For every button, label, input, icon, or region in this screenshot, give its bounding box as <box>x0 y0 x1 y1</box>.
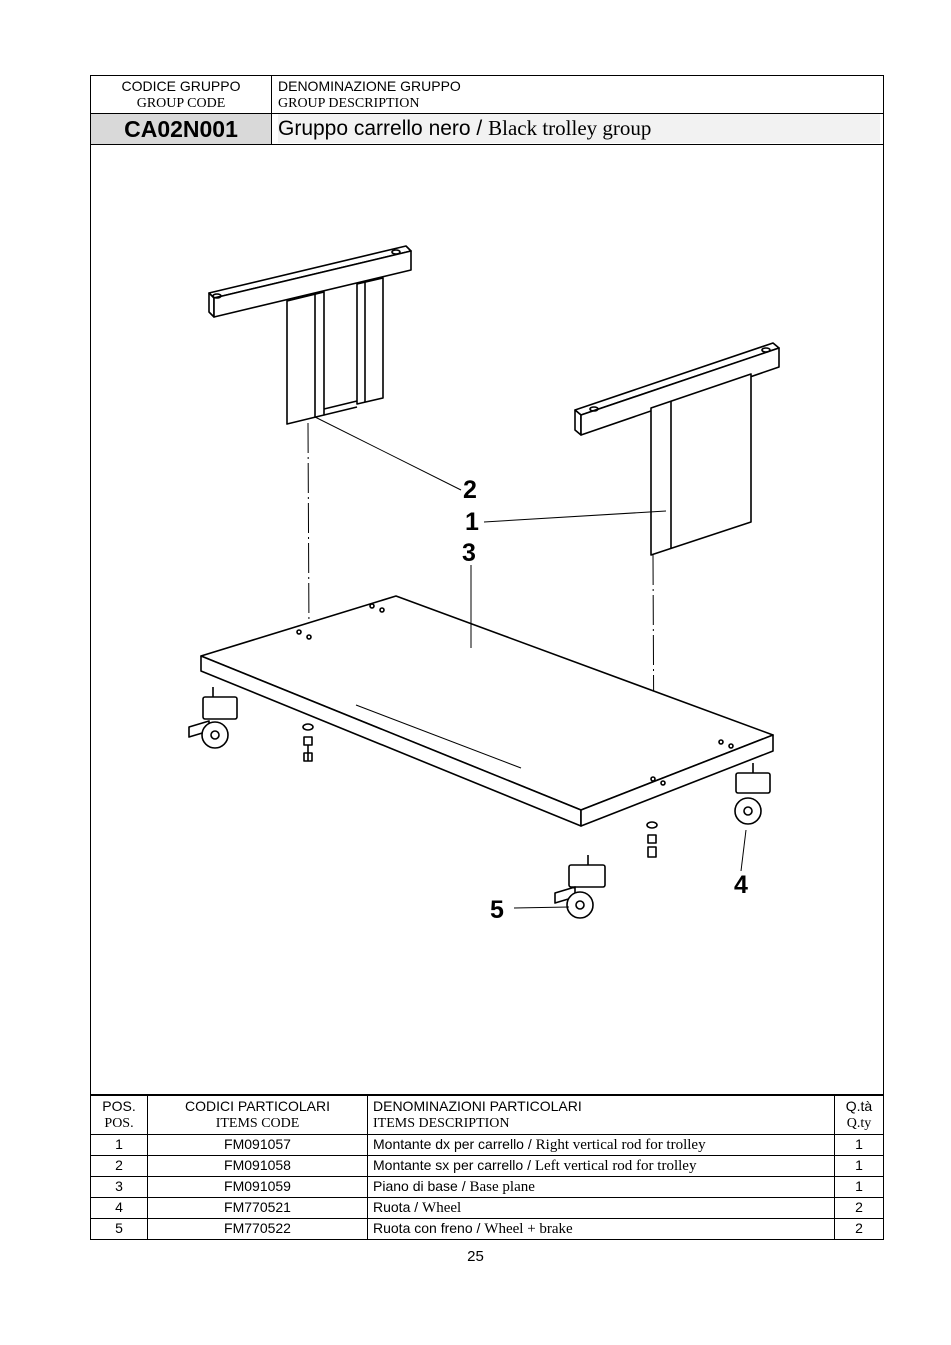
row-qty: 1 <box>835 1135 884 1156</box>
row-desc <box>368 1177 835 1198</box>
row-qty: 2 <box>835 1198 884 1219</box>
row-desc-en: Left vertical rod for trolley <box>534 1158 697 1174</box>
header-desc-en: ITEMS DESCRIPTION <box>373 1116 510 1131</box>
left-upright-part <box>209 246 411 424</box>
group-desc-label-cell <box>272 76 884 114</box>
header-qty-en: Q.ty <box>846 1116 872 1131</box>
group-desc-en: Black trolley group <box>488 116 652 140</box>
row-desc-en: Wheel <box>422 1200 462 1216</box>
callout-3: 3 <box>462 539 476 567</box>
header-qty <box>835 1096 884 1135</box>
row-desc <box>368 1198 835 1219</box>
callout-1: 1 <box>465 508 479 536</box>
exploded-drawing-cell <box>91 145 884 1095</box>
group-desc-it: Gruppo carrello nero / <box>278 117 489 140</box>
group-code-label-en: GROUP CODE <box>136 96 226 111</box>
row-desc-en: Base plane <box>469 1179 535 1195</box>
header-code <box>148 1096 368 1135</box>
row-desc-en: Wheel + brake <box>484 1221 573 1237</box>
left-brake-wheel <box>189 687 237 748</box>
row-desc-it: Montante sx per carrello / <box>373 1157 535 1173</box>
parts-sheet <box>90 75 884 1240</box>
row-desc <box>368 1156 835 1177</box>
header-pos <box>91 1096 148 1135</box>
table-row <box>91 1177 884 1198</box>
group-code-label-cell <box>91 76 272 114</box>
row-desc <box>368 1219 835 1240</box>
table-row <box>91 1135 884 1156</box>
group-code-label-it: CODICE GRUPPO <box>121 78 241 94</box>
row-code: FM770522 <box>148 1219 368 1240</box>
row-pos: 2 <box>91 1156 148 1177</box>
row-code: FM091057 <box>148 1135 368 1156</box>
row-pos: 1 <box>91 1135 148 1156</box>
row-desc-en: Right vertical rod for trolley <box>535 1137 706 1153</box>
row-pos: 5 <box>91 1219 148 1240</box>
callout-4: 4 <box>734 871 748 899</box>
row-code: FM091058 <box>148 1156 368 1177</box>
row-code: FM091059 <box>148 1177 368 1198</box>
row-qty: 1 <box>835 1177 884 1198</box>
group-desc-label-it: DENOMINAZIONE GRUPPO <box>278 78 461 94</box>
header-pos-it: POS. <box>102 1098 136 1114</box>
header-pos-en: POS. <box>104 1116 134 1131</box>
group-description <box>272 114 884 145</box>
callout-5: 5 <box>490 896 504 924</box>
table-row <box>91 1198 884 1219</box>
group-code: CA02N001 <box>91 114 272 145</box>
row-desc-it: Ruota / <box>373 1199 423 1215</box>
page-number: 25 <box>467 1248 484 1265</box>
right-upright-part <box>575 343 779 555</box>
header-qty-it: Q.tà <box>845 1098 873 1114</box>
row-desc-it: Ruota con freno / <box>373 1220 485 1236</box>
row-qty: 1 <box>835 1156 884 1177</box>
row-code: FM770521 <box>148 1198 368 1219</box>
row-pos: 4 <box>91 1198 148 1219</box>
header-desc-it: DENOMINAZIONI PARTICOLARI <box>373 1098 582 1114</box>
header-code-it: CODICI PARTICOLARI <box>185 1098 330 1114</box>
table-row <box>91 1219 884 1240</box>
row-desc-it: Piano di base / <box>373 1178 470 1194</box>
row-pos: 3 <box>91 1177 148 1198</box>
base-plane-part <box>201 596 773 826</box>
row-qty: 2 <box>835 1219 884 1240</box>
right-wheel <box>735 763 770 824</box>
row-desc <box>368 1135 835 1156</box>
header-desc <box>368 1096 835 1135</box>
trolley-exploded-drawing <box>91 145 883 1089</box>
header-code-en: ITEMS CODE <box>215 1116 300 1131</box>
group-header-table <box>90 75 884 1095</box>
parts-table-header <box>91 1096 884 1135</box>
callout-2: 2 <box>463 476 477 504</box>
front-brake-wheel <box>555 855 605 918</box>
parts-table <box>90 1095 884 1240</box>
group-desc-label-en: GROUP DESCRIPTION <box>278 96 420 111</box>
row-desc-it: Montante dx per carrello / <box>373 1136 536 1152</box>
table-row <box>91 1156 884 1177</box>
